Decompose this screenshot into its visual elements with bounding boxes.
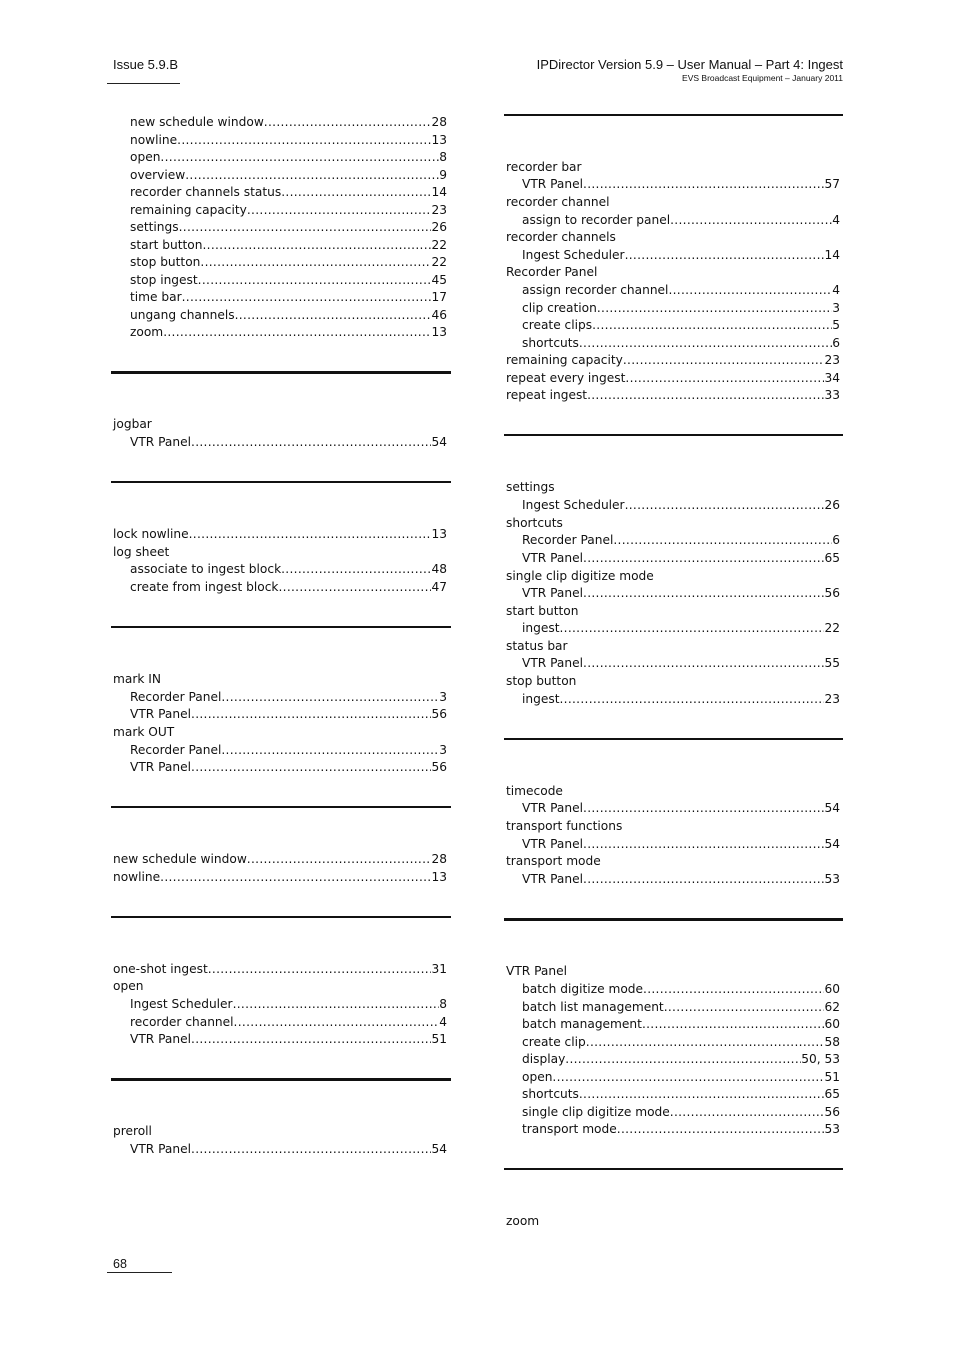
index-heading: shortcuts — [506, 516, 563, 530]
index-entry: repeat ingest ..... 33 — [506, 387, 840, 405]
index-entry: overview ..... 9 — [130, 167, 447, 185]
index-entry: nowline ..... 13 — [130, 132, 447, 150]
section-divider — [111, 916, 451, 918]
index-entry: VTR Panel ..... 65 — [522, 550, 840, 568]
index-entry: associate to ingest block ..... 48 — [130, 561, 447, 579]
index-heading: jogbar — [113, 417, 152, 431]
index-entry: stop ingest ..... 45 — [130, 272, 447, 290]
index-heading: open — [113, 979, 144, 993]
index-entry: one-shot ingest ..... 31 — [113, 961, 447, 979]
section-divider — [111, 481, 451, 483]
index-heading: status bar — [506, 639, 568, 653]
index-entry: VTR Panel ..... 57 — [522, 176, 840, 194]
index-entry: VTR Panel ..... 54 — [130, 1141, 447, 1159]
section-divider — [504, 434, 843, 436]
index-entry: shortcuts ..... 6 — [522, 335, 840, 353]
index-entry: zoom ..... 13 — [130, 324, 447, 342]
section-divider — [111, 626, 451, 628]
index-entry: recorder channels status ..... 14 — [130, 184, 447, 202]
index-entry: stop button ..... 22 — [130, 254, 447, 272]
index-entry: assign recorder channel ..... 4 — [522, 282, 840, 300]
index-entry: batch list management ..... 62 — [522, 999, 840, 1017]
index-entry: create clips ..... 5 — [522, 317, 840, 335]
index-entry: open ..... 51 — [522, 1069, 840, 1087]
index-entry: Ingest Scheduler ..... 8 — [130, 996, 447, 1014]
index-entry: ingest ..... 23 — [522, 691, 840, 709]
index-entry: single clip digitize mode ..... 56 — [522, 1104, 840, 1122]
section-divider — [111, 371, 451, 374]
section-divider — [111, 1078, 451, 1081]
index-heading: single clip digitize mode — [506, 569, 654, 583]
index-heading: stop button — [506, 674, 577, 688]
index-heading: Recorder Panel — [506, 265, 598, 279]
index-entry: Recorder Panel ..... 3 — [130, 742, 447, 760]
index-heading: transport mode — [506, 854, 601, 868]
index-entry: VTR Panel ..... 53 — [522, 871, 840, 889]
index-entry: remaining capacity ..... 23 — [506, 352, 840, 370]
index-heading: mark IN — [113, 672, 161, 686]
page-number: 68 — [113, 1257, 127, 1271]
index-heading: recorder channels — [506, 230, 616, 244]
index-entry: open ..... 8 — [130, 149, 447, 167]
index-heading: timecode — [506, 784, 563, 798]
index-entry: time bar ..... 17 — [130, 289, 447, 307]
index-entry: recorder channel ..... 4 — [130, 1014, 447, 1032]
index-entry: nowline ..... 13 — [113, 869, 447, 887]
index-entry: create clip ..... 58 — [522, 1034, 840, 1052]
index-entry: VTR Panel ..... 54 — [522, 836, 840, 854]
index-heading: transport functions — [506, 819, 623, 833]
index-heading: start button — [506, 604, 579, 618]
index-entry: repeat every ingest ..... 34 — [506, 370, 840, 388]
issue-label: Issue 5.9.B — [113, 57, 179, 72]
index-heading: zoom — [506, 1214, 540, 1228]
index-entry: VTR Panel ..... 54 — [130, 434, 447, 452]
index-entry: shortcuts ..... 65 — [522, 1086, 840, 1104]
index-entry: VTR Panel ..... 56 — [130, 759, 447, 777]
index-entry: clip creation ..... 3 — [522, 300, 840, 318]
index-heading: recorder channel — [506, 195, 610, 209]
index-entry: transport mode ..... 53 — [522, 1121, 840, 1139]
index-entry: create from ingest block ..... 47 — [130, 579, 447, 597]
index-entry: VTR Panel ..... 55 — [522, 655, 840, 673]
index-entry: VTR Panel ..... 56 — [522, 585, 840, 603]
index-heading: log sheet — [113, 545, 170, 559]
document-subtitle: EVS Broadcast Equipment – January 2011 — [682, 73, 843, 83]
index-entry: VTR Panel ..... 51 — [130, 1031, 447, 1049]
index-heading: settings — [506, 480, 555, 494]
index-entry: display ..... 50, 53 — [522, 1051, 840, 1069]
index-heading: mark OUT — [113, 725, 175, 739]
document-title: IPDirector Version 5.9 – User Manual – Part 4: Ingest — [536, 57, 843, 72]
section-divider — [504, 114, 843, 116]
index-entry: batch management ..... 60 — [522, 1016, 840, 1034]
index-entry: remaining capacity ..... 23 — [130, 202, 447, 220]
section-divider — [504, 918, 843, 921]
index-heading: recorder bar — [506, 160, 582, 174]
index-entry: ingest ..... 22 — [522, 620, 840, 638]
index-entry: VTR Panel ..... 54 — [522, 800, 840, 818]
section-divider — [111, 806, 451, 808]
index-entry: ungang channels ..... 46 — [130, 307, 447, 325]
index-entry: Ingest Scheduler ..... 14 — [522, 247, 840, 265]
issue-underline — [107, 83, 180, 84]
index-entry: Recorder Panel ..... 6 — [522, 532, 840, 550]
index-entry: assign to recorder panel ..... 4 — [522, 212, 840, 230]
index-entry: batch digitize mode ..... 60 — [522, 981, 840, 999]
index-entry: Recorder Panel ..... 3 — [130, 689, 447, 707]
index-heading: VTR Panel — [506, 964, 568, 978]
index-entry: Ingest Scheduler ..... 26 — [522, 497, 840, 515]
index-entry: new schedule window ..... 28 — [130, 114, 447, 132]
index-entry: start button ..... 22 — [130, 237, 447, 255]
index-heading: preroll — [113, 1124, 152, 1138]
index-entry: settings ..... 26 — [130, 219, 447, 237]
index-entry: VTR Panel ..... 56 — [130, 706, 447, 724]
index-entry: lock nowline ..... 13 — [113, 526, 447, 544]
section-divider — [504, 1168, 843, 1170]
section-divider — [504, 738, 843, 740]
page-number-underline — [107, 1272, 172, 1273]
index-entry: new schedule window ..... 28 — [113, 851, 447, 869]
